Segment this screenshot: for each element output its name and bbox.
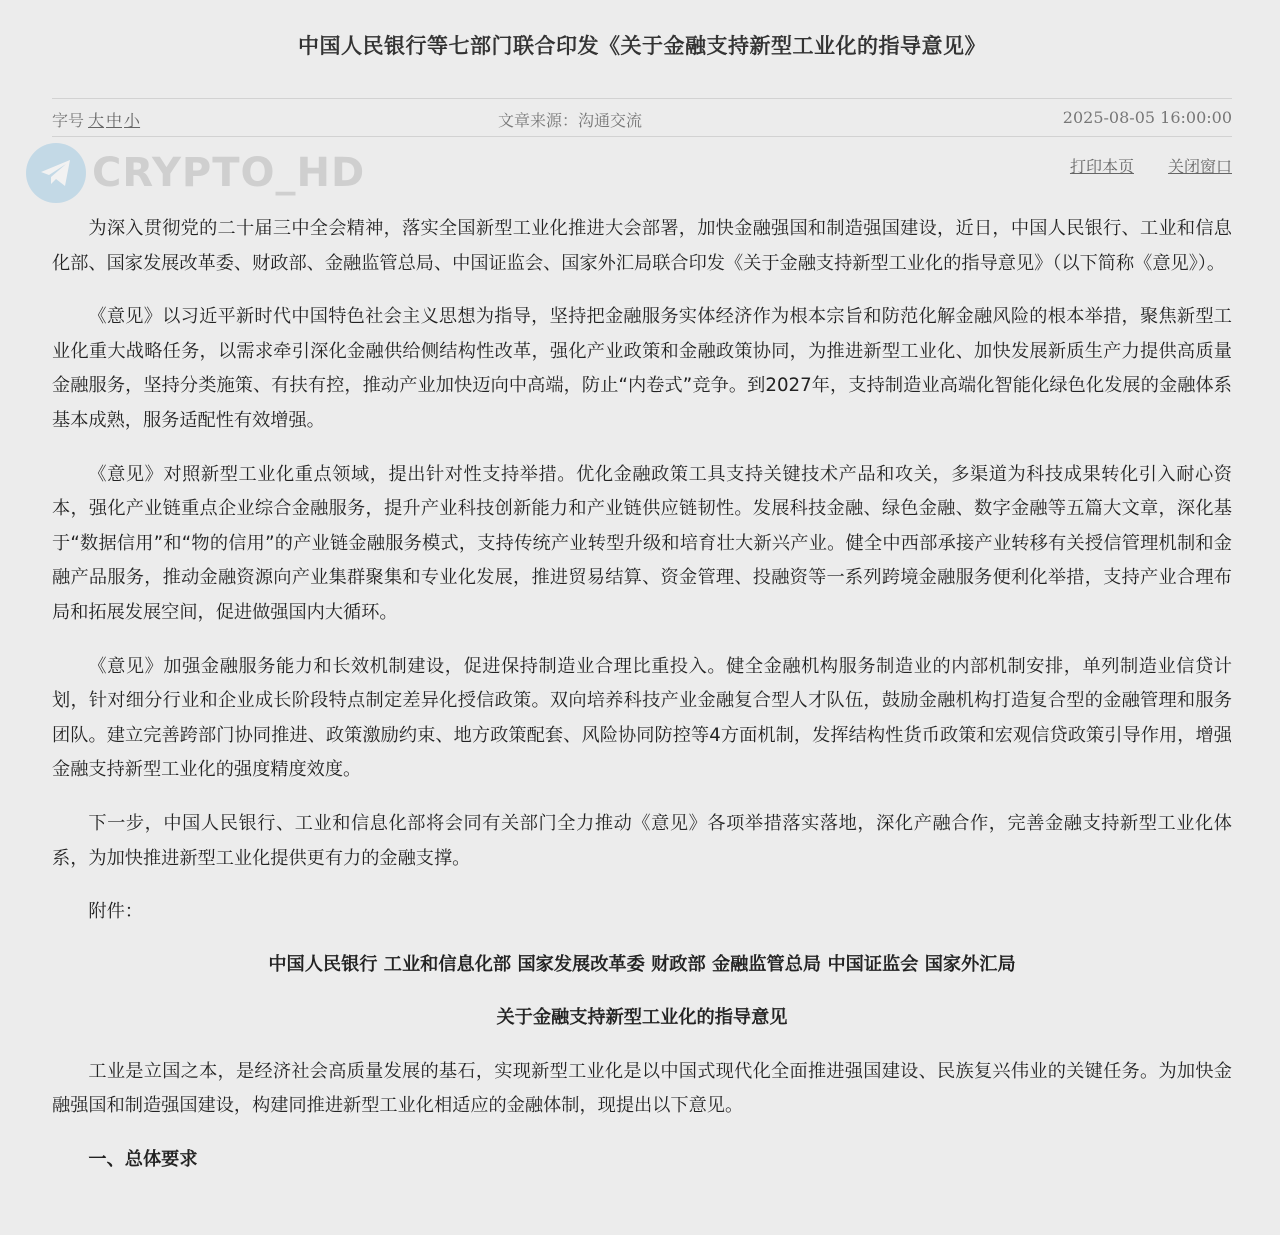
article-actions [1036, 154, 1232, 177]
divider-bottom [52, 136, 1232, 137]
attachment-issuers: 中国人民银行 工业和信息化部 国家发展改革委 财政部 金融监管总局 中国证监会 国家外汇局 [268, 953, 1016, 975]
attachment-intro: 工业是立国之本，是经济社会高质量发展的基石，实现新型工业化是以中国式现代化全面推进强国建设、民族复兴伟业的关键任务。为加快金融强国和制造强国建设，构建同推进新型工业化相适应的金融体制，现提出以下意见。 [52, 1060, 1232, 1117]
paragraph: 《意见》以习近平新时代中国特色社会主义思想为指导，坚持把金融服务实体经济作为根本宗旨和防范化解金融风险的根本举措，聚焦新型工业化重大战略任务，以需求牵引深化金融供给侧结构性改革，强化产业政策和金融政策协同，为推进新型工业化、加快发展新质生产力提供高质量金融服务，坚持分类施策、有扶有控，推动产业加快迈向中高端，防止“内卷式”竞争。到2027年，支持制造业高端化智能化绿色化发展的金融体系基本成熟，服务适配性有效增强。 [52, 306, 1232, 431]
attachment-label: 附件： [88, 901, 143, 923]
divider-top [52, 98, 1232, 99]
font-size-medium-link[interactable]: 中 [106, 111, 123, 130]
page-title: 中国人民银行等七部门联合印发《关于金融支持新型工业化的指导意见》 [298, 34, 986, 58]
font-size-large-link[interactable]: 大 [88, 111, 105, 130]
article-date: 2025-08-05 16:00:00 [1062, 108, 1232, 127]
font-size-control [52, 108, 140, 131]
print-page-link[interactable]: 打印本页 [1069, 157, 1134, 176]
attachment-title: 关于金融支持新型工业化的指导意见 [496, 1007, 788, 1029]
paragraph: 《意见》加强金融服务能力和长效机制建设，促进保持制造业合理比重投入。健全金融机构服务制造业的内部机制安排，单列制造业信贷计划，针对细分行业和企业成长阶段特点制定差异化授信政策。双向培养科技产业金融复合型人才队伍，鼓励金融机构打造复合型的金融管理和服务团队。建立完善跨部门协同推进、政策激励约束、地方政策配套、风险协同防控等4方面机制，发挥结构性货币政策和宏观信贷政策引导作用，增强金融支持新型工业化的强度精度效度。 [52, 655, 1232, 781]
watermark-text: CRYPTO_HD [92, 150, 366, 196]
paragraph: 为深入贯彻党的二十届三中全会精神，落实全国新型工业化推进大会部署，加快金融强国和制造强国建设，近日，中国人民银行、工业和信息化部、国家发展改革委、财政部、金融监管总局、中国证监会、国家外汇局联合印发《关于金融支持新型工业化的指导意见》（以下简称《意见》）。 [52, 218, 1232, 274]
paragraph: 下一步，中国人民银行、工业和信息化部将会同有关部门全力推动《意见》各项举措落实落地，深化产融合作，完善金融支持新型工业化体系，为加快推进新型工业化提供更有力的金融支撑。 [52, 812, 1232, 869]
watermark [26, 142, 365, 204]
telegram-icon [26, 143, 86, 203]
article-body [52, 212, 1232, 1197]
article-meta-row [52, 108, 1232, 130]
article-source: 文章来源：沟通交流 [498, 111, 643, 130]
close-window-link[interactable]: 关闭窗口 [1167, 157, 1232, 176]
section-heading: 一、总体要求 [88, 1149, 198, 1171]
paragraph: 《意见》对照新型工业化重点领域，提出针对性支持举措。优化金融政策工具支持关键技术产品和攻关，多渠道为科技成果转化引入耐心资本，强化产业链重点企业综合金融服务，提升产业科技创新能力和产业链供应链韧性。发展科技金融、绿色金融、数字金融等五篇大文章，深化基于“数据信用”和“物的信用”的产业链金融服务模式，支持传统产业转型升级和培育壮大新兴产业。健全中西部承接产业转移有关授信管理机制和金融产品服务，推动金融资源向产业集群聚集和专业化发展，推进贸易结算、资金管理、投融资等一系列跨境金融服务便利化举措，支持产业合理布局和拓展发展空间，促进做强国内大循环。 [52, 463, 1232, 623]
font-size-small-link[interactable]: 小 [124, 111, 141, 130]
font-size-label: 字号 [52, 111, 85, 130]
